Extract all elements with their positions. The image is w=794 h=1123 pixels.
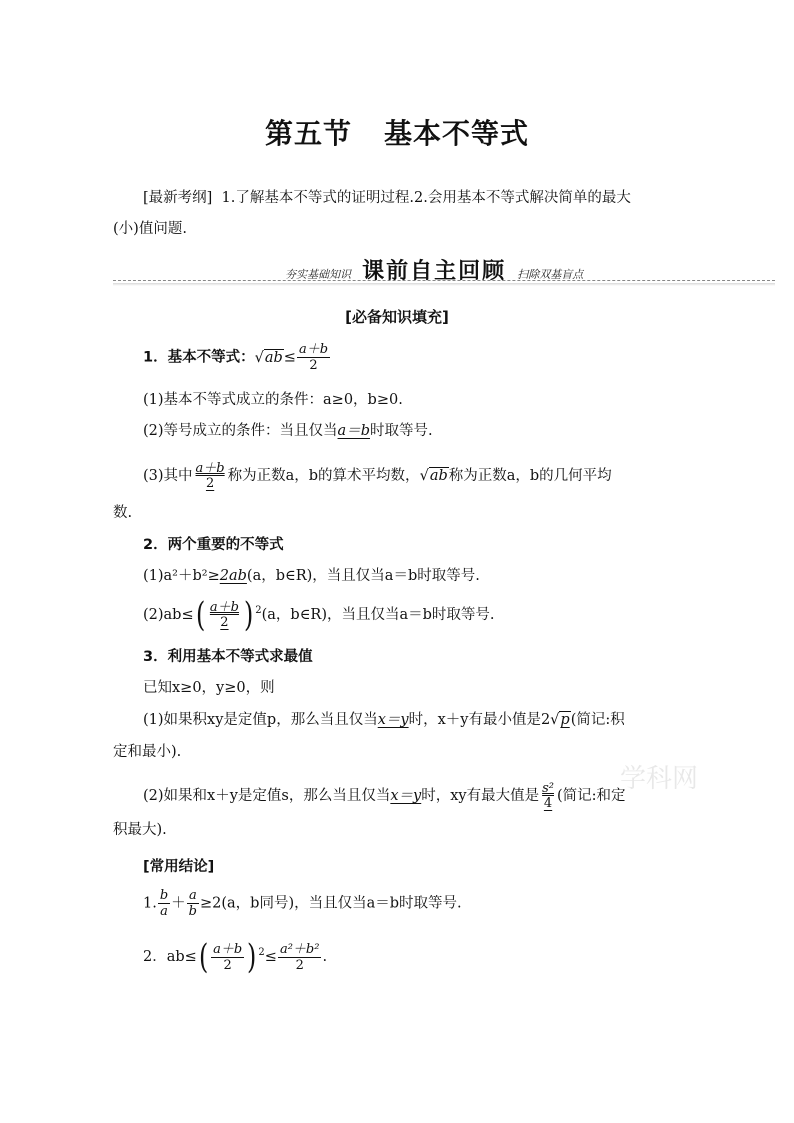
fraction: $\frac{a+b}{2}$ [213, 941, 243, 973]
item1-condition: (1)基本不等式成立的条件：a≥0，b≥0. [143, 392, 403, 408]
answer-blank: x＝y [390, 788, 422, 804]
item1-statement: 1．基本不等式：√ab≤ $\frac{a+b}{2}$ [143, 342, 329, 373]
watermark: 学科网 [620, 764, 699, 794]
syllabus-line2: (小)值问题. [113, 221, 187, 237]
item3-given: 已知x≥0，y≥0，则 [143, 680, 275, 696]
item2-ineq2: (2)ab≤( $\frac{a+b}{2}$ ) $^2$(a，b∈R)，当且仅当a＝b时取等号. [143, 595, 495, 635]
item3-max: (2)如果和x＋y是定值s，那么当且仅当x＝y时，xy有最大值是 $\frac{\text{s²}}{4}$ (简记:和定 [143, 781, 626, 811]
sqrt-symbol: √p [550, 712, 570, 728]
item3-min-tail: 定和最小). [113, 744, 182, 760]
item3-heading: 3．利用基本不等式求最值 [143, 649, 313, 665]
knowledge-heading: [必备知识填充] [345, 308, 449, 326]
conclusion-2: 2．ab≤( $\frac{a+b}{2}$ ) $^2$≤ $\frac{\text{a²＋b²}}{2}$ . [143, 937, 328, 977]
fraction: $\frac{\text{a²＋b²}}{2}$ [279, 941, 320, 973]
syllabus-tag: [最新考纲] [143, 190, 213, 206]
section-title: 基本不等式 [384, 117, 530, 150]
answer-blank: a＝b [337, 423, 370, 439]
item1-means-tail: 数. [113, 505, 133, 521]
conclusion-1: 1. $\frac{b}{a}$ ＋ $\frac{a}{b}$ ≥2(a，b同号)，当且仅当a＝b时取等号. [143, 888, 462, 919]
item2-heading: 2．两个重要的不等式 [143, 537, 284, 553]
item1-equality: (2)等号成立的条件：当且仅当a＝b时取等号. [143, 423, 433, 439]
item3-min: (1)如果积xy是定值p，那么当且仅当x＝y时，x＋y有最小值是2√p(简记:积 [143, 712, 625, 728]
sqrt-symbol: √ab [254, 349, 283, 366]
sqrt-symbol: √ab [419, 468, 448, 484]
item3-max-tail: 积最大). [113, 822, 167, 838]
fraction: $\frac{a+b}{2}$ [298, 342, 329, 373]
section-number: 第五节 [264, 117, 352, 150]
item1-means: (3)其中 $\frac{a+b}{2}$ 称为正数a，b的算术平均数，√ab称为正数a，b的几何平均 [143, 461, 612, 491]
banner-left-text: 夯实基础知识 [285, 268, 351, 281]
fraction: $\frac{\text{s²}}{4}$ [542, 781, 554, 811]
fraction: $\frac{a}{b}$ [188, 888, 197, 919]
fraction: $\frac{b}{a}$ [159, 888, 169, 919]
chapter-banner [285, 254, 583, 285]
answer-blank: 2ab [219, 568, 247, 584]
fraction: $\frac{a+b}{2}$ [209, 600, 239, 630]
banner-center-text: 课前自主回顾 [362, 259, 507, 284]
answer-blank: x＝y [377, 712, 409, 728]
conclusions-heading: [常用结论] [143, 859, 215, 875]
item2-ineq1: (1)a²＋b²≥2ab(a，b∈R)，当且仅当a＝b时取等号. [143, 568, 480, 584]
banner-right-text: 扫除双基盲点 [517, 268, 584, 281]
syllabus-line1: [最新考纲] 1.了解基本不等式的证明过程.2.会用基本不等式解决简单的最大 [143, 190, 631, 206]
page-title [0, 112, 794, 152]
fraction: $\frac{a+b}{2}$ [195, 461, 225, 491]
